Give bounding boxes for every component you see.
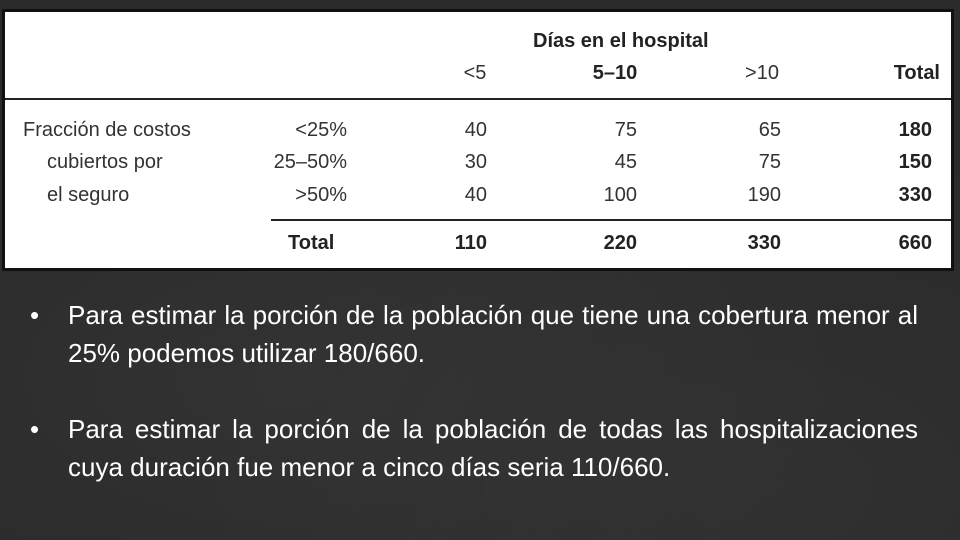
table-cell: 40 <box>464 184 487 206</box>
grand-total-cell: 660 <box>898 232 932 254</box>
bullet-item <box>30 296 918 372</box>
table-cell: 75 <box>614 119 637 141</box>
bullet-marker: • <box>30 300 40 330</box>
table-cell: 30 <box>464 151 487 173</box>
total-row-label: Total <box>288 232 335 254</box>
bullet-item <box>30 410 918 486</box>
row-group-label-line2: cubiertos por <box>47 151 163 173</box>
row-total-cell: 330 <box>898 184 932 206</box>
total-cell: 220 <box>603 232 637 254</box>
col-header-5-10: 5–10 <box>592 62 638 84</box>
table-cell: 190 <box>747 184 781 206</box>
contingency-table <box>2 9 954 271</box>
row-category: >50% <box>295 184 347 206</box>
row-group-label-line1: Fracción de costos <box>23 119 191 141</box>
table-cell: 65 <box>758 119 781 141</box>
bullet-text: Para estimar la porción de la población que tiene una cobertura menor al 25% podemos utilizar 180/660. <box>68 300 918 368</box>
row-total-cell: 180 <box>898 119 932 141</box>
group-header: Días en el hospital <box>533 30 709 52</box>
bullet-text: Para estimar la porción de la población de todas las hospitalizaciones cuya duración fue menor a cinco días seria 110/660. <box>68 414 918 482</box>
total-divider <box>271 219 951 221</box>
row-category: 25–50% <box>273 151 347 173</box>
row-total-cell: 150 <box>898 151 932 173</box>
col-header-total: Total <box>893 62 940 84</box>
table-cell: 75 <box>758 151 781 173</box>
col-header-gt10: >10 <box>745 62 779 84</box>
row-group-label-line3: el seguro <box>47 184 130 206</box>
total-cell: 330 <box>747 232 781 254</box>
total-cell: 110 <box>454 232 487 254</box>
bullet-marker: • <box>30 414 40 444</box>
header-divider <box>5 98 951 100</box>
col-header-lt5: <5 <box>463 62 487 84</box>
table-cell: 40 <box>464 119 487 141</box>
table-cell: 45 <box>614 151 637 173</box>
table-cell: 100 <box>603 184 637 206</box>
row-category: <25% <box>295 119 347 141</box>
